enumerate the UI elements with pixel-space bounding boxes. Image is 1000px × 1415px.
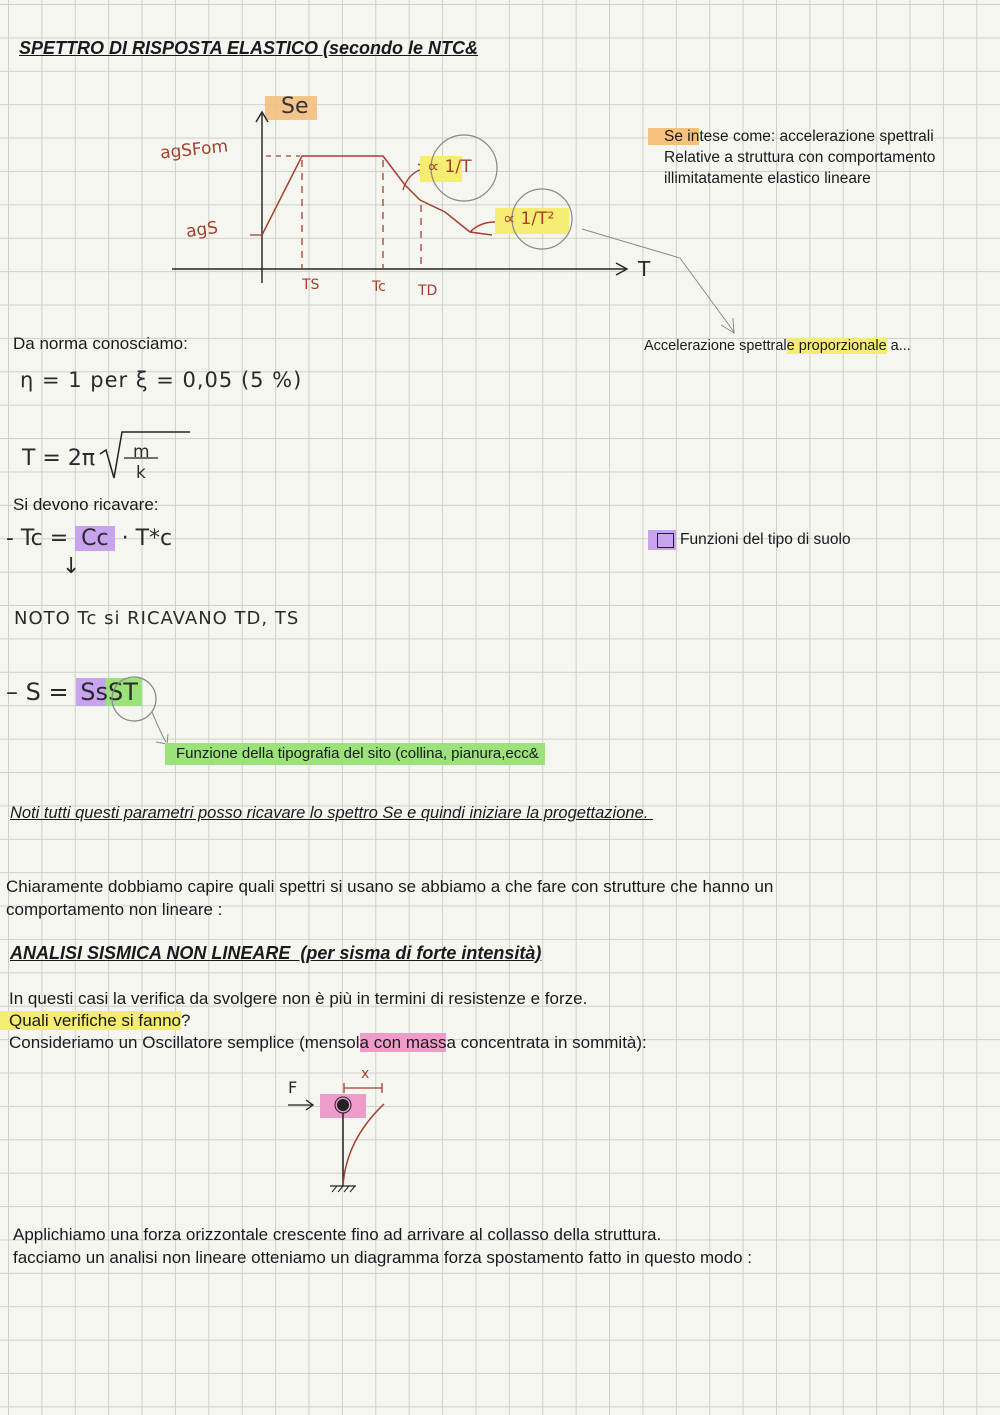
force-label: F (288, 1078, 298, 1097)
s-formula-a: – S = (6, 678, 69, 706)
norma-label: Da norma conosciamo: (13, 334, 188, 353)
se-note-line1: tese come: accelerazione spettrali (699, 128, 934, 145)
topografia-note: Funzione della tipografia del sito (collina, pianura,ecc& (165, 743, 545, 765)
graph-ts-label: TS (302, 277, 320, 293)
displacement-label: x (361, 1066, 370, 1082)
graph-prop-1-label: ∝ 1/T (427, 157, 472, 177)
paragraph-1-line-1: Chiaramente dobbiamo capire quali spettri si usano se abbiamo a che fare con strutture che hanno un (6, 877, 774, 896)
accel-note (644, 338, 911, 354)
tc-formula-b: · T*c (121, 526, 173, 551)
tc-formula-highlight: Cc (75, 526, 114, 551)
graph-prop-2-label: ∝ 1/T² (503, 209, 555, 229)
section2-line-4: Applichiamo una forza orizzontale crescente fino ad arrivare al collasso della struttura. (13, 1225, 662, 1244)
section2-line-3-b: a concentrata in sommità): (446, 1033, 647, 1052)
graph-y-label: Se (281, 94, 309, 119)
s-formula-highlight: SsST (76, 678, 142, 706)
section2-line-5: facciamo un analisi non lineare otteniamo un diagramma forza spostamento fatto in questo modo : (13, 1248, 752, 1267)
section2-line-2 (0, 1010, 190, 1032)
oscillator-sketch (280, 1072, 420, 1202)
se-note (648, 126, 936, 189)
down-arrow-icon: ↓ (62, 554, 81, 579)
suolo-note-text: Funzioni del tipo di suolo (680, 531, 851, 549)
graph-x-label: T (638, 257, 651, 281)
period-formula-lhs: T = 2π (22, 446, 96, 471)
period-denominator: k (136, 463, 146, 483)
noto-line: NOTO Tc si RICAVANO TD, TS (14, 608, 300, 629)
section-title-analisi: ANALISI SISMICA NON LINEARE (per sisma di forte intensità) (10, 943, 542, 963)
graph-plateau-label: agSFom (159, 136, 229, 164)
period-numerator: m (133, 442, 150, 462)
graph-tc-label: Tc (372, 279, 386, 295)
section-title-spettro: SPETTRO DI RISPOSTA ELASTICO (secondo le NTC& (19, 38, 479, 58)
ricavare-label: Si devono ricavare: (13, 495, 159, 514)
suolo-note (648, 530, 851, 550)
se-note-highlight: Se in (648, 128, 699, 145)
conclusion-text: Noti tutti questi parametri posso ricavare lo spettro Se e quindi iniziare la progettazione. (10, 804, 653, 822)
section2-line-2-highlight: Quali verifiche si fanno (0, 1011, 181, 1030)
section2-line-3 (9, 1032, 647, 1054)
section2-line-3-highlight: a con mass (359, 1033, 447, 1052)
accel-note-highlight: e proporzionale (786, 338, 887, 354)
paragraph-1-line-2: comportamento non lineare : (6, 900, 223, 919)
purple-square-icon (648, 530, 676, 550)
section2-line-3-a: Consideriamo un Oscillatore semplice (mensol (9, 1033, 360, 1052)
se-note-line2: Relative a struttura con comportamento (664, 149, 936, 166)
sqrt-symbol (100, 428, 200, 488)
section2-line-1: In questi casi la verifica da svolgere non è più in termini di resistenze e forze. (9, 989, 588, 1008)
eta-formula: η = 1 per ξ = 0,05 (5 %) (20, 368, 303, 392)
section2-line-2-rest: ? (180, 1011, 191, 1030)
se-note-line3: illimitatamente elastico lineare (664, 170, 871, 187)
graph-td-label: TD (418, 283, 438, 299)
tc-formula (6, 526, 172, 551)
accel-note-b: a... (886, 338, 911, 354)
accel-note-a: Accelerazione spettral (644, 338, 787, 354)
graph-start-label: agS (184, 217, 220, 243)
tc-formula-a: - Tc = (6, 526, 69, 551)
